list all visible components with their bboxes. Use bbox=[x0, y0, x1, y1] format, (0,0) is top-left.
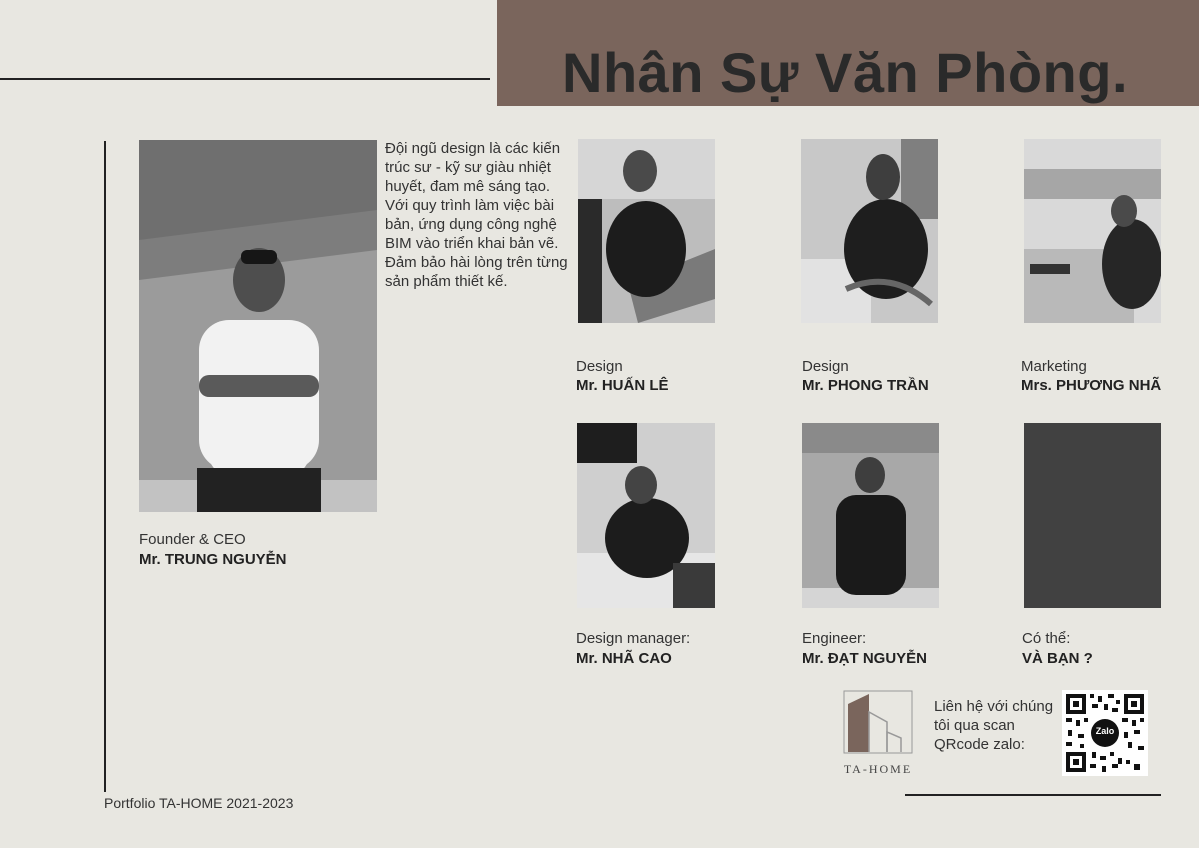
member-name: Mrs. PHƯƠNG NHÃ bbox=[1021, 377, 1162, 394]
contact-text: Liên hệ với chúng tôi qua scan QRcode zalo: bbox=[934, 698, 1054, 753]
page-title: Nhân Sự Văn Phòng. bbox=[562, 41, 1129, 104]
member-name: VÀ BẠN ? bbox=[1022, 650, 1093, 667]
role-label: Design bbox=[576, 358, 623, 375]
qr-code[interactable] bbox=[1062, 690, 1148, 776]
photo-trung-nguyen bbox=[139, 140, 377, 512]
photo-nha-cao bbox=[577, 423, 715, 608]
role-label: Có thể: bbox=[1022, 630, 1071, 647]
member-name: Mr. TRUNG NGUYỄN bbox=[139, 551, 287, 568]
intro-text: Đội ngũ design là các kiến trúc sư - kỹ sư giàu nhiệt huyết, đam mê sáng tạo. Với quy trình làm việc bài bản, ứng dụng công nghệ BIM vào triển khai bản vẽ. Đảm bảo hài lòng trên từng sản phẩm thiết kế. bbox=[385, 140, 568, 290]
member-name: Mr. PHONG TRẦN bbox=[802, 377, 929, 394]
photo-phong-tran bbox=[801, 139, 938, 323]
member-name: Mr. NHÃ CAO bbox=[576, 650, 672, 667]
logo-wordmark: TA-HOME bbox=[843, 762, 913, 776]
photo-huan-le bbox=[578, 139, 715, 323]
role-label: Marketing bbox=[1021, 358, 1087, 375]
role-label: Founder & CEO bbox=[139, 531, 246, 548]
bottom-divider bbox=[905, 794, 1161, 796]
role-label: Engineer: bbox=[802, 630, 867, 647]
qr-badge: Zalo bbox=[1095, 726, 1115, 736]
footer-text: Portfolio TA-HOME 2021-2023 bbox=[104, 795, 294, 811]
role-label: Design manager: bbox=[576, 630, 691, 647]
member-name: Mr. ĐẠT NGUYỄN bbox=[802, 650, 928, 667]
placeholder-photo bbox=[1024, 423, 1161, 608]
left-divider bbox=[104, 141, 106, 792]
role-label: Design bbox=[802, 358, 849, 375]
member-name: Mr. HUẤN LÊ bbox=[576, 377, 669, 394]
photo-dat-nguyen bbox=[802, 423, 939, 608]
top-divider bbox=[0, 78, 490, 80]
photo-phuong-nha bbox=[1024, 139, 1161, 323]
